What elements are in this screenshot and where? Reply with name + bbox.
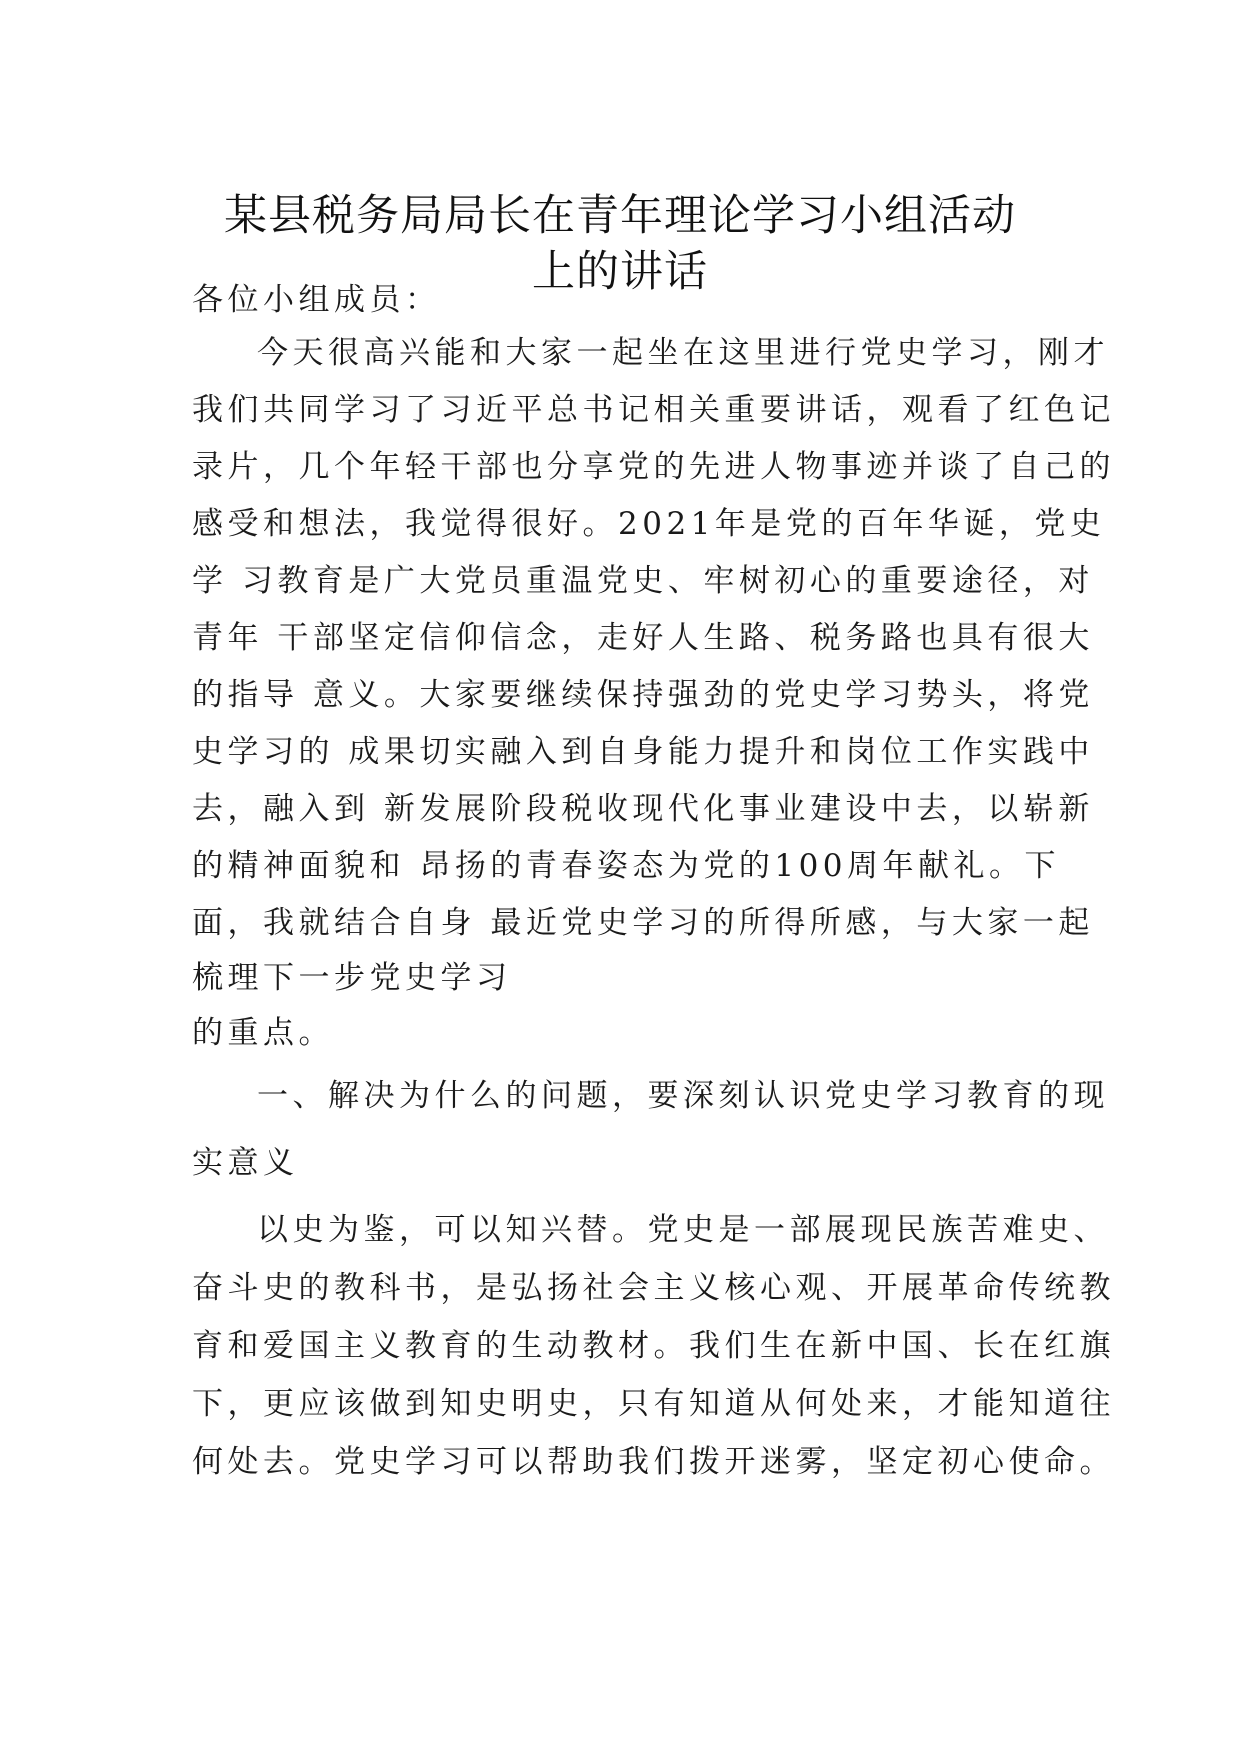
paragraph-1-line: 青年 干部坚定信仰信念，走好人生路、税务路也具有很大	[192, 620, 1094, 656]
paragraph-1-line: 学 习教育是广大党员重温党史、牢树初心的重要途径，对	[192, 563, 1094, 599]
paragraph-2-line: 奋斗史的教科书，是弘扬社会主义核心观、开展革命传统教	[192, 1270, 1115, 1306]
paragraph-1-line: 的重点。	[192, 1015, 334, 1051]
paragraph-1-line: 的精神面貌和 昂扬的青春姿态为党的100周年献礼。下	[192, 848, 1061, 884]
paragraph-1-line: 我们共同学习了习近平总书记相关重要讲话，观看了红色记	[192, 392, 1115, 428]
document-title-line-1: 某县税务局局长在青年理论学习小组活动	[224, 191, 1016, 241]
paragraph-2-line: 下，更应该做到知史明史，只有知道从何处来，才能知道往	[192, 1386, 1115, 1422]
paragraph-1-line: 感受和想法，我觉得很好。2021年是党的百年华诞，党史	[192, 506, 1106, 542]
paragraph-1-line: 梳理下一步党史学习	[192, 960, 512, 996]
paragraph-1-line: 今天很高兴能和大家一起坐在这里进行党史学习，刚才	[257, 335, 1109, 371]
paragraph-1-line: 的指导 意义。大家要继续保持强劲的党史学习势头，将党	[192, 677, 1094, 713]
section-heading-line: 实意义	[192, 1145, 299, 1181]
paragraph-2-line: 何处去。党史学习可以帮助我们拨开迷雾，坚定初心使命。	[192, 1444, 1115, 1480]
salutation: 各位小组成员：	[192, 282, 441, 318]
section-heading-line: 一、解决为什么的问题，要深刻认识党史学习教育的现	[257, 1078, 1109, 1114]
paragraph-2-line: 育和爱国主义教育的生动教材。我们生在新中国、长在红旗	[192, 1328, 1115, 1364]
paragraph-2-line: 以史为鉴，可以知兴替。党史是一部展现民族苦难史、	[257, 1212, 1109, 1248]
paragraph-1-line: 面，我就结合自身 最近党史学习的所得所感，与大家一起	[192, 905, 1094, 941]
paragraph-1-line: 录片，几个年轻干部也分享党的先进人物事迹并谈了自己的	[192, 449, 1115, 485]
paragraph-1-line: 去，融入到 新发展阶段税收现代化事业建设中去，以崭新	[192, 791, 1094, 827]
document-title-line-2: 上的讲话	[532, 247, 708, 297]
paragraph-1-line: 史学习的 成果切实融入到自身能力提升和岗位工作实践中	[192, 734, 1094, 770]
